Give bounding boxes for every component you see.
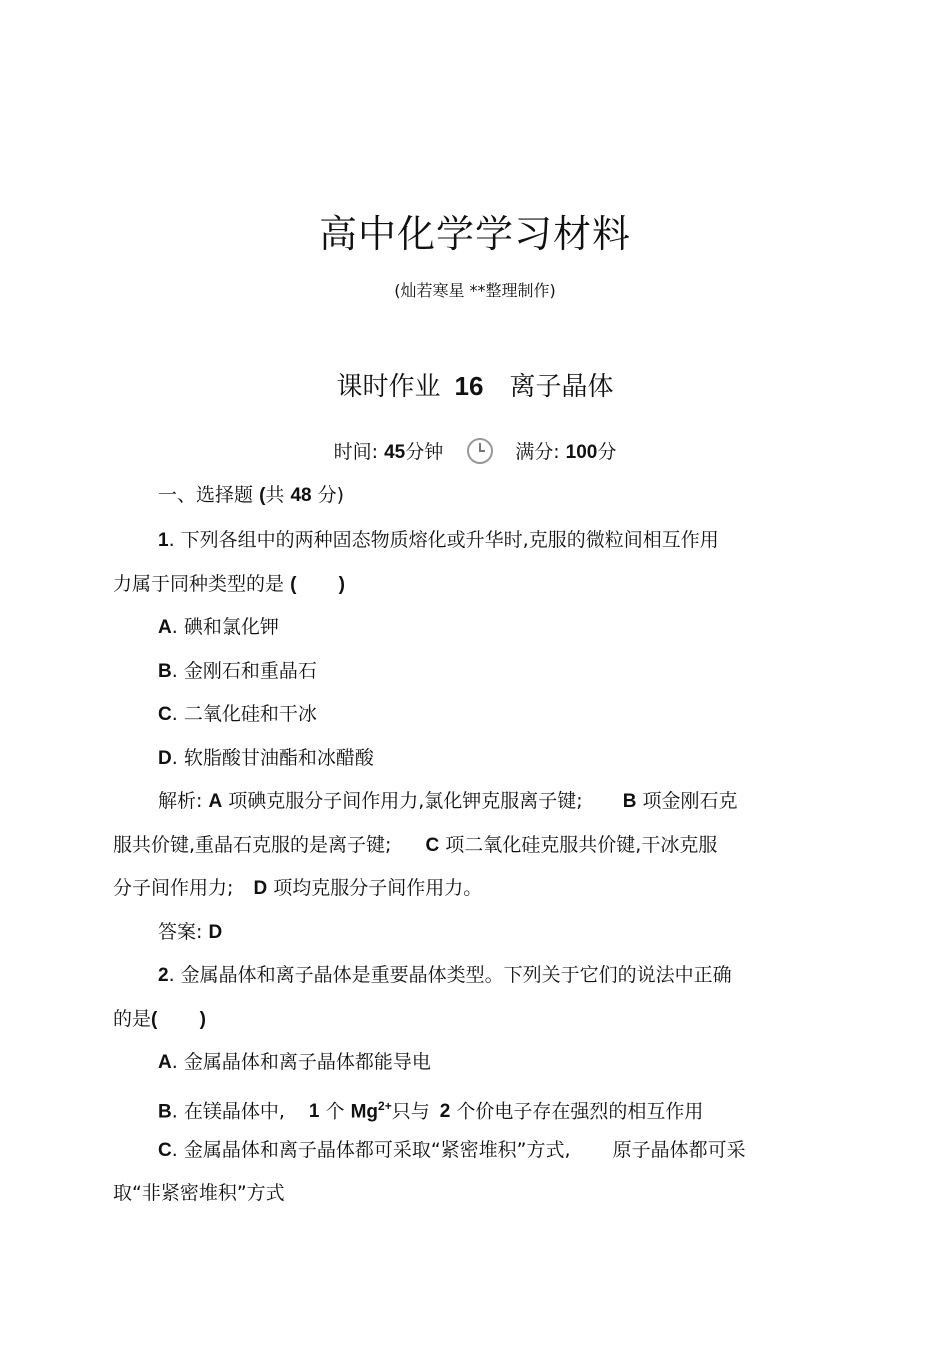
- q1-stem-line2: 力属于同种类型的是 ( ): [113, 573, 345, 595]
- q2-option-a: A. 金属晶体和离子晶体都能导电: [158, 1051, 431, 1073]
- q2-option-c-line1: C. 金属晶体和离子晶体都可采取“紧密堆积”方式, 原子晶体都可采: [158, 1139, 746, 1161]
- q1-paren: ( ): [290, 574, 345, 595]
- lesson-number: 16: [454, 371, 484, 401]
- section-heading: 一、选择题 (共 48 分): [158, 484, 345, 506]
- lesson-heading: [0, 368, 950, 405]
- q1-answer: 答案: D: [158, 921, 223, 943]
- q1-option-c: C. 二氧化硅和干冰: [158, 703, 317, 725]
- q2-stem-line2: 的是( ): [113, 1008, 206, 1030]
- q2-stem-line1: 2. 金属晶体和离子晶体是重要晶体类型。下列关于它们的说法中正确: [158, 964, 732, 986]
- q1-analysis-line3: 分子间作用力; D 项均克服分子间作用力。: [113, 877, 483, 899]
- page-title: 高中化学学习材料: [318, 212, 631, 256]
- score-label: 满分:: [515, 441, 560, 463]
- score-unit: 分: [597, 441, 617, 463]
- time-value: 45: [384, 442, 406, 463]
- q1-answer-value: D: [208, 922, 223, 943]
- time-label: 时间:: [333, 441, 379, 463]
- clock-icon: [467, 438, 493, 464]
- q2-number: 2: [158, 965, 169, 986]
- q2-option-c-line2: 取“非紧密堆积”方式: [113, 1182, 285, 1204]
- q1-number: 1: [158, 530, 169, 551]
- score-value: 100: [565, 442, 598, 463]
- q1-option-a: A. 碘和氯化钾: [158, 616, 279, 638]
- q1-stem-line1: 1. 下列各组中的两种固态物质熔化或升华时,克服的微粒间相互作用: [158, 529, 719, 551]
- q1-analysis-line2: 服共价键,重晶石克服的是离子键; C 项二氧化硅克服共价键,干冰克服: [113, 834, 718, 856]
- lesson-label: 课时作业: [336, 372, 441, 402]
- q2-paren: ( ): [151, 1009, 206, 1030]
- time-unit: 分钟: [405, 441, 444, 463]
- q1-analysis-line1: 解析: A 项碘克服分子间作用力,氯化钾克服离子键; B 项金刚石克: [158, 790, 738, 812]
- q1-option-d: D. 软脂酸甘油酯和冰醋酸: [158, 747, 374, 769]
- lesson-topic: 离子晶体: [509, 372, 614, 402]
- page-subtitle: (灿若寒星 **整理制作): [394, 281, 556, 300]
- exam-meta: [0, 438, 950, 467]
- q2-option-b: B. 在镁晶体中, 1 个 $Mg^{2+}$只与 2 个价电子存在强烈的相互作用: [158, 1099, 704, 1123]
- q1-option-b: B. 金刚石和重晶石: [158, 660, 317, 682]
